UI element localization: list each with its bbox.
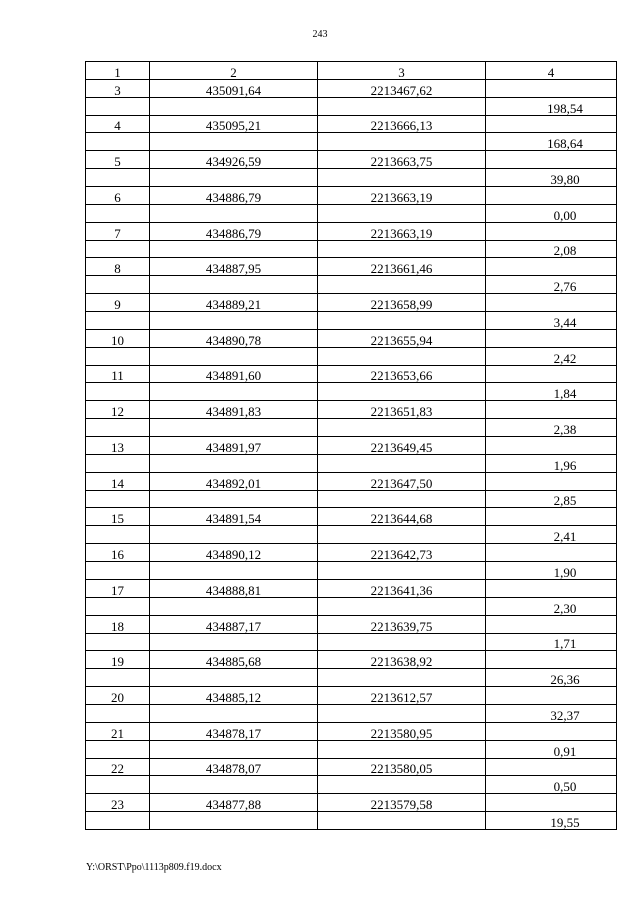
x-coordinate-cell: 434887,17 (150, 615, 318, 633)
empty-cell (318, 97, 486, 115)
distance-value: 2,08 (553, 243, 577, 259)
x-coordinate-cell: 434885,68 (150, 651, 318, 669)
table-row-point (86, 329, 617, 347)
point-number-cell: 8 (86, 258, 150, 276)
distance-cell (486, 776, 617, 794)
x-coordinate-cell: 434885,12 (150, 687, 318, 705)
empty-cell (318, 169, 486, 187)
table-row-distance (86, 419, 617, 437)
table-row-point (86, 508, 617, 526)
y-coordinate-cell: 2213663,19 (318, 187, 486, 205)
x-coordinate-cell: 434877,88 (150, 794, 318, 812)
empty-cell (486, 329, 617, 347)
distance-value: 32,37 (550, 707, 580, 723)
distance-cell (486, 419, 617, 437)
point-number-cell: 5 (86, 151, 150, 169)
x-coordinate-cell: 434887,95 (150, 258, 318, 276)
empty-cell (486, 758, 617, 776)
distance-cell (486, 669, 617, 687)
table-row-point (86, 258, 617, 276)
y-coordinate-cell: 2213649,45 (318, 437, 486, 455)
point-number-cell: 13 (86, 437, 150, 455)
x-coordinate-cell: 434891,97 (150, 437, 318, 455)
distance-cell (486, 526, 617, 544)
table-row-point (86, 294, 617, 312)
table-row-distance (86, 562, 617, 580)
distance-value: 3,44 (553, 314, 577, 330)
x-coordinate-cell: 434886,79 (150, 222, 318, 240)
empty-cell (150, 597, 318, 615)
empty-cell (486, 151, 617, 169)
distance-cell (486, 133, 617, 151)
empty-cell (86, 562, 150, 580)
distance-value: 0,50 (553, 779, 577, 795)
distance-cell (486, 454, 617, 472)
empty-cell (318, 490, 486, 508)
distance-cell (486, 204, 617, 222)
distance-cell (486, 347, 617, 365)
page-number: 243 (312, 29, 328, 40)
empty-cell (86, 240, 150, 258)
table-header-row (86, 62, 617, 80)
empty-cell (486, 794, 617, 812)
empty-cell (86, 312, 150, 330)
empty-cell (318, 204, 486, 222)
x-coordinate-cell: 434891,54 (150, 508, 318, 526)
y-coordinate-cell: 2213641,36 (318, 579, 486, 597)
empty-cell (150, 454, 318, 472)
table-row-point (86, 222, 617, 240)
point-number-cell: 10 (86, 329, 150, 347)
empty-cell (486, 222, 617, 240)
distance-cell (486, 562, 617, 580)
x-coordinate-cell: 434889,21 (150, 294, 318, 312)
empty-cell (150, 633, 318, 651)
table-row-distance (86, 454, 617, 472)
distance-value: 198,54 (547, 100, 583, 116)
empty-cell (86, 704, 150, 722)
empty-cell (150, 740, 318, 758)
point-number-cell: 12 (86, 401, 150, 419)
y-coordinate-cell: 2213655,94 (318, 329, 486, 347)
distance-value: 2,85 (553, 493, 577, 509)
distance-cell (486, 740, 617, 758)
distance-value: 19,55 (550, 814, 580, 830)
y-coordinate-cell: 2213647,50 (318, 472, 486, 490)
distance-value: 168,64 (547, 136, 583, 152)
distance-cell (486, 169, 617, 187)
table-row-point (86, 544, 617, 562)
y-coordinate-cell: 2213612,57 (318, 687, 486, 705)
table-row-point (86, 651, 617, 669)
distance-value: 0,00 (553, 207, 577, 223)
empty-cell (86, 454, 150, 472)
empty-cell (318, 454, 486, 472)
point-number-cell: 16 (86, 544, 150, 562)
table-body (86, 79, 617, 829)
table-row-point (86, 794, 617, 812)
empty-cell (318, 347, 486, 365)
table-row-distance (86, 133, 617, 151)
point-number-cell: 23 (86, 794, 150, 812)
table-row-point (86, 365, 617, 383)
table-row-point (86, 151, 617, 169)
empty-cell (486, 294, 617, 312)
header-cell-3: 3 (318, 62, 486, 80)
empty-cell (486, 258, 617, 276)
y-coordinate-cell: 2213661,46 (318, 258, 486, 276)
distance-cell (486, 812, 617, 830)
empty-cell (318, 419, 486, 437)
table-row-point (86, 79, 617, 97)
table-row-point (86, 187, 617, 205)
empty-cell (318, 597, 486, 615)
point-number-cell: 19 (86, 651, 150, 669)
table-row-distance (86, 276, 617, 294)
empty-cell (150, 383, 318, 401)
empty-cell (318, 240, 486, 258)
header-cell-4: 4 (486, 62, 617, 80)
y-coordinate-cell: 2213580,05 (318, 758, 486, 776)
empty-cell (150, 812, 318, 830)
x-coordinate-cell: 434891,83 (150, 401, 318, 419)
distance-cell (486, 490, 617, 508)
x-coordinate-cell: 434878,07 (150, 758, 318, 776)
empty-cell (318, 633, 486, 651)
table-row-distance (86, 169, 617, 187)
empty-cell (86, 776, 150, 794)
point-number-cell: 4 (86, 115, 150, 133)
x-coordinate-cell: 434892,01 (150, 472, 318, 490)
x-coordinate-cell: 434886,79 (150, 187, 318, 205)
table-row-distance (86, 240, 617, 258)
table-row-point (86, 722, 617, 740)
table-row-distance (86, 740, 617, 758)
table-row-distance (86, 669, 617, 687)
point-number-cell: 11 (86, 365, 150, 383)
empty-cell (486, 79, 617, 97)
y-coordinate-cell: 2213644,68 (318, 508, 486, 526)
empty-cell (86, 633, 150, 651)
empty-cell (150, 490, 318, 508)
distance-cell (486, 597, 617, 615)
table-row-point (86, 579, 617, 597)
point-number-cell: 7 (86, 222, 150, 240)
x-coordinate-cell: 434890,12 (150, 544, 318, 562)
empty-cell (86, 740, 150, 758)
empty-cell (86, 526, 150, 544)
point-number-cell: 17 (86, 579, 150, 597)
empty-cell (86, 133, 150, 151)
table-row-point (86, 401, 617, 419)
empty-cell (318, 669, 486, 687)
empty-cell (150, 704, 318, 722)
distance-cell (486, 633, 617, 651)
point-number-cell: 6 (86, 187, 150, 205)
point-number-cell: 9 (86, 294, 150, 312)
table-row-distance (86, 704, 617, 722)
empty-cell (86, 419, 150, 437)
empty-cell (150, 97, 318, 115)
empty-cell (318, 312, 486, 330)
y-coordinate-cell: 2213663,75 (318, 151, 486, 169)
empty-cell (86, 276, 150, 294)
y-coordinate-cell: 2213580,95 (318, 722, 486, 740)
empty-cell (486, 115, 617, 133)
empty-cell (318, 276, 486, 294)
y-coordinate-cell: 2213639,75 (318, 615, 486, 633)
y-coordinate-cell: 2213642,73 (318, 544, 486, 562)
empty-cell (86, 169, 150, 187)
empty-cell (150, 347, 318, 365)
table-row-distance (86, 312, 617, 330)
empty-cell (150, 276, 318, 294)
table-row-distance (86, 597, 617, 615)
table-row-distance (86, 812, 617, 830)
header-cell-2: 2 (150, 62, 318, 80)
empty-cell (318, 740, 486, 758)
distance-value: 2,41 (553, 529, 577, 545)
footer-file-path: Y:\ORST\Ppo\1113p809.f19.docx (86, 862, 222, 873)
distance-cell (486, 97, 617, 115)
y-coordinate-cell: 2213663,19 (318, 222, 486, 240)
distance-cell (486, 704, 617, 722)
empty-cell (486, 722, 617, 740)
empty-cell (150, 419, 318, 437)
table-row-distance (86, 204, 617, 222)
y-coordinate-cell: 2213653,66 (318, 365, 486, 383)
x-coordinate-cell: 435091,64 (150, 79, 318, 97)
distance-value: 2,38 (553, 422, 577, 438)
empty-cell (318, 704, 486, 722)
empty-cell (486, 508, 617, 526)
empty-cell (486, 437, 617, 455)
x-coordinate-cell: 434891,60 (150, 365, 318, 383)
empty-cell (486, 687, 617, 705)
y-coordinate-cell: 2213666,13 (318, 115, 486, 133)
distance-value: 2,42 (553, 350, 577, 366)
point-number-cell: 21 (86, 722, 150, 740)
table-row-point (86, 758, 617, 776)
point-number-cell: 18 (86, 615, 150, 633)
distance-value: 0,91 (553, 743, 577, 759)
table-row-distance (86, 526, 617, 544)
empty-cell (318, 812, 486, 830)
empty-cell (86, 669, 150, 687)
table-row-point (86, 437, 617, 455)
x-coordinate-cell: 434888,81 (150, 579, 318, 597)
distance-value: 1,90 (553, 564, 577, 580)
y-coordinate-cell: 2213579,58 (318, 794, 486, 812)
empty-cell (150, 169, 318, 187)
empty-cell (318, 776, 486, 794)
distance-value: 26,36 (550, 672, 580, 688)
distance-cell (486, 240, 617, 258)
x-coordinate-cell: 434878,17 (150, 722, 318, 740)
distance-value: 39,80 (550, 172, 580, 188)
empty-cell (150, 526, 318, 544)
distance-value: 1,71 (553, 636, 577, 652)
point-number-cell: 3 (86, 79, 150, 97)
empty-cell (86, 204, 150, 222)
empty-cell (86, 597, 150, 615)
y-coordinate-cell: 2213467,62 (318, 79, 486, 97)
empty-cell (318, 562, 486, 580)
empty-cell (150, 776, 318, 794)
empty-cell (486, 187, 617, 205)
empty-cell (150, 204, 318, 222)
empty-cell (486, 365, 617, 383)
distance-value: 1,96 (553, 457, 577, 473)
empty-cell (486, 472, 617, 490)
empty-cell (150, 669, 318, 687)
y-coordinate-cell: 2213658,99 (318, 294, 486, 312)
empty-cell (318, 133, 486, 151)
distance-cell (486, 312, 617, 330)
empty-cell (318, 526, 486, 544)
y-coordinate-cell: 2213638,92 (318, 651, 486, 669)
table-row-distance (86, 347, 617, 365)
empty-cell (486, 401, 617, 419)
header-cell-1: 1 (86, 62, 150, 80)
distance-cell (486, 383, 617, 401)
empty-cell (318, 383, 486, 401)
table-row-distance (86, 97, 617, 115)
table-row-distance (86, 490, 617, 508)
table-row-point (86, 472, 617, 490)
coordinates-table (85, 61, 617, 830)
empty-cell (150, 312, 318, 330)
empty-cell (486, 544, 617, 562)
point-number-cell: 15 (86, 508, 150, 526)
y-coordinate-cell: 2213651,83 (318, 401, 486, 419)
point-number-cell: 14 (86, 472, 150, 490)
table-row-distance (86, 776, 617, 794)
x-coordinate-cell: 434926,59 (150, 151, 318, 169)
distance-value: 2,30 (553, 600, 577, 616)
x-coordinate-cell: 435095,21 (150, 115, 318, 133)
point-number-cell: 22 (86, 758, 150, 776)
distance-value: 1,84 (553, 386, 577, 402)
empty-cell (150, 240, 318, 258)
table-row-point (86, 615, 617, 633)
empty-cell (86, 383, 150, 401)
empty-cell (486, 579, 617, 597)
table-row-point (86, 687, 617, 705)
empty-cell (86, 97, 150, 115)
distance-value: 2,76 (553, 279, 577, 295)
empty-cell (150, 133, 318, 151)
empty-cell (86, 347, 150, 365)
table-row-distance (86, 633, 617, 651)
table-row-distance (86, 383, 617, 401)
x-coordinate-cell: 434890,78 (150, 329, 318, 347)
empty-cell (486, 615, 617, 633)
empty-cell (86, 812, 150, 830)
empty-cell (150, 562, 318, 580)
distance-cell (486, 276, 617, 294)
point-number-cell: 20 (86, 687, 150, 705)
empty-cell (86, 490, 150, 508)
empty-cell (486, 651, 617, 669)
table-row-point (86, 115, 617, 133)
